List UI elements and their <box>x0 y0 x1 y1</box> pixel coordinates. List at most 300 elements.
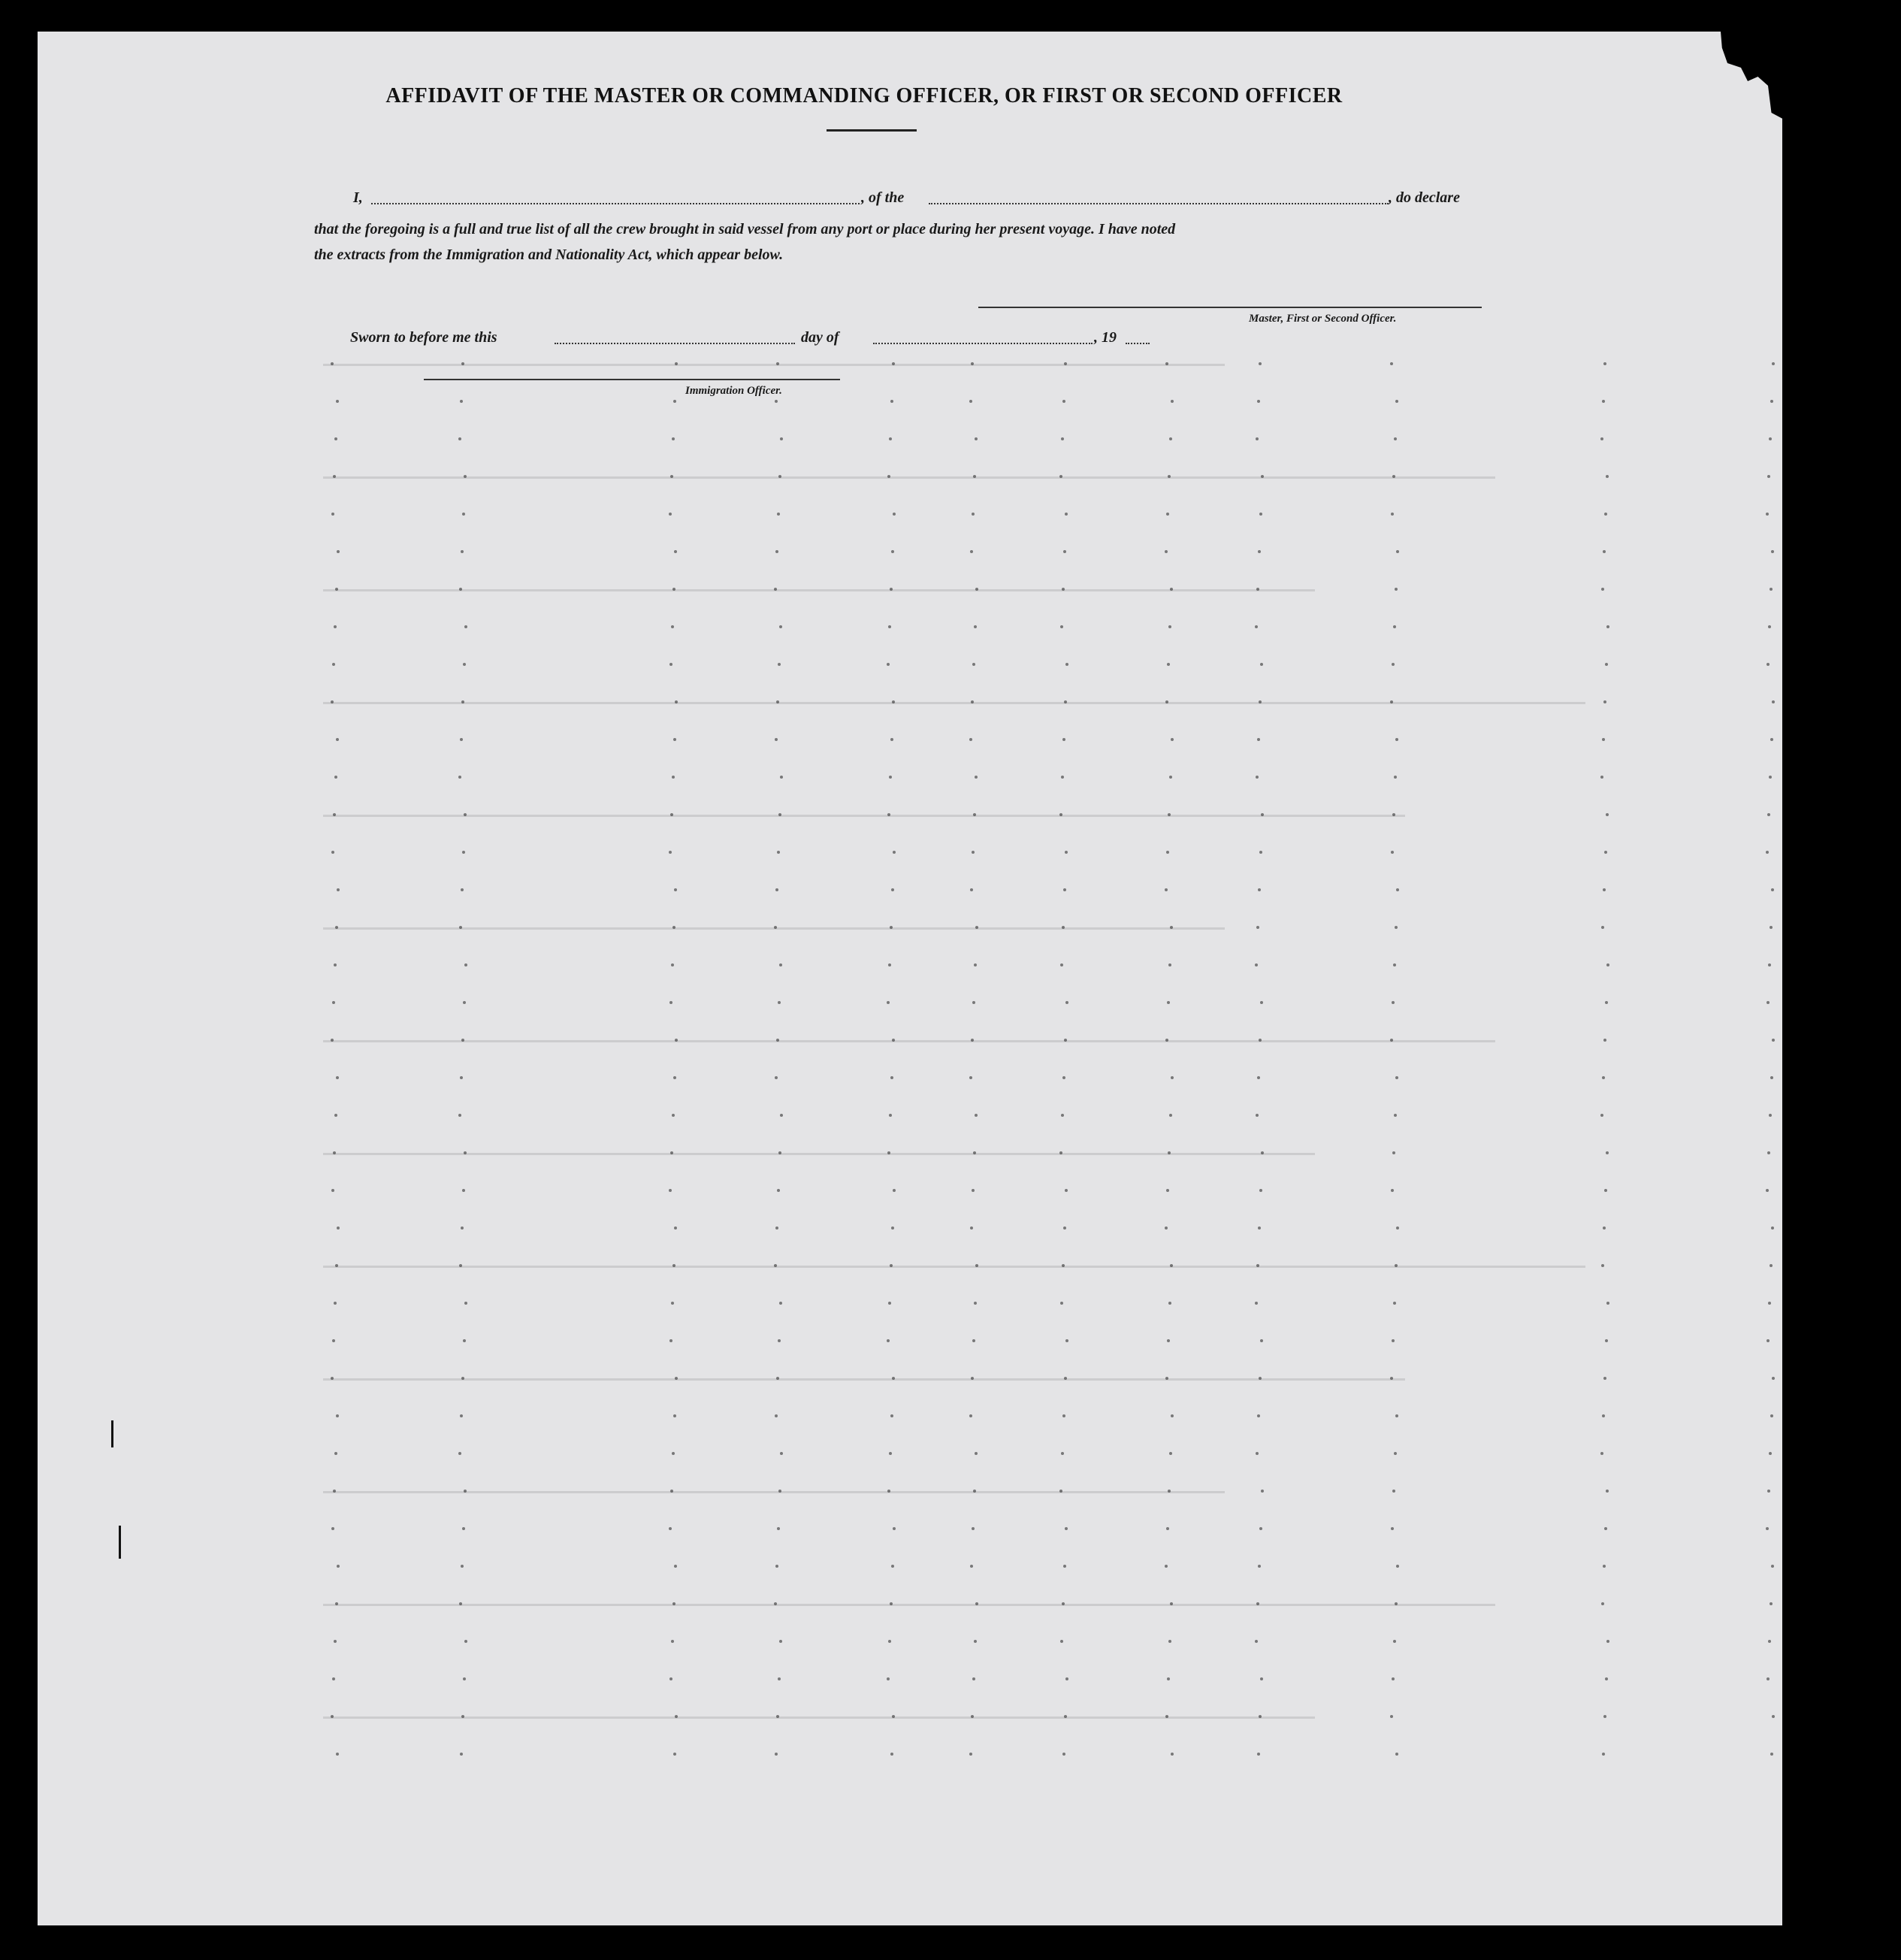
bleed-through-mark <box>780 1452 783 1455</box>
declaration-do-declare: , do declare <box>1389 189 1460 206</box>
bleed-through-mark <box>893 513 896 516</box>
bleed-through-mark <box>888 625 891 628</box>
bleed-through-mark <box>464 963 467 966</box>
bleed-through-mark <box>672 1114 675 1117</box>
bleed-through-mark <box>1258 550 1261 553</box>
bleed-through-mark <box>1396 888 1399 891</box>
bleed-through-mark <box>890 1753 893 1756</box>
bleed-through-mark <box>779 963 782 966</box>
bleed-through-mark <box>893 1189 896 1192</box>
margin-mark <box>111 1420 113 1447</box>
bleed-through-dash <box>323 1153 1315 1155</box>
bleed-through-mark <box>1770 588 1773 591</box>
bleed-through-mark <box>1767 1001 1770 1004</box>
bleed-through-mark <box>888 1640 891 1643</box>
bleed-through-mark <box>1258 1227 1261 1230</box>
margin-mark <box>119 1526 121 1559</box>
bleed-through-mark <box>1606 475 1609 478</box>
bleed-through-mark <box>1256 1452 1259 1455</box>
bleed-through-mark <box>1600 1114 1603 1117</box>
bleed-through-mark <box>671 1640 674 1643</box>
sworn-day-blank[interactable] <box>555 343 795 344</box>
bleed-through-mark <box>1393 1640 1396 1643</box>
bleed-through-mark <box>1603 550 1606 553</box>
bleed-through-mark <box>1257 738 1260 741</box>
bleed-through-mark <box>891 888 894 891</box>
bleed-through-mark <box>463 663 466 666</box>
bleed-through-mark <box>1394 437 1397 440</box>
bleed-through-mark <box>1167 1001 1170 1004</box>
bleed-through-mark <box>1167 1339 1170 1342</box>
bleed-through-mark <box>1605 1001 1608 1004</box>
bleed-through-mark <box>337 1227 340 1230</box>
bleed-through-mark <box>893 851 896 854</box>
bleed-through-mark <box>1168 963 1171 966</box>
bleed-through-mark <box>887 1677 890 1680</box>
bleed-through-mark <box>1061 1452 1064 1455</box>
bleed-through-mark <box>1606 1151 1609 1154</box>
bleed-through-mark <box>1395 588 1398 591</box>
bleed-through-mark <box>972 1527 975 1530</box>
bleed-through-mark <box>1602 400 1605 403</box>
bleed-through-mark <box>779 1302 782 1305</box>
bleed-through-mark <box>1603 1715 1606 1718</box>
name-blank[interactable] <box>371 203 860 204</box>
sworn-prefix: Sworn to before me this <box>350 329 497 346</box>
bleed-through-mark <box>1065 663 1068 666</box>
bleed-through-mark <box>1603 1565 1606 1568</box>
bleed-through-mark <box>672 437 675 440</box>
bleed-through-mark <box>331 513 334 516</box>
bleed-through-mark <box>1062 1753 1065 1756</box>
sworn-year-blank[interactable] <box>1126 343 1150 344</box>
bleed-through-mark <box>1062 738 1065 741</box>
bleed-through-mark <box>1606 625 1609 628</box>
bleed-through-dash <box>323 1491 1225 1493</box>
bleed-through-mark <box>1767 1490 1770 1493</box>
bleed-through-mark <box>1257 1076 1260 1079</box>
bleed-through-mark <box>974 625 977 628</box>
bleed-through-mark <box>889 776 892 779</box>
bleed-through-mark <box>669 1001 672 1004</box>
bleed-through-mark <box>1606 963 1609 966</box>
bleed-through-mark <box>1065 851 1068 854</box>
bleed-through-mark <box>673 1414 676 1417</box>
bleed-through-mark <box>1065 1527 1068 1530</box>
bleed-through-mark <box>460 1753 463 1756</box>
bleed-through-mark <box>461 1565 464 1568</box>
bleed-through-mark <box>1604 1189 1607 1192</box>
bleed-through-mark <box>463 1339 466 1342</box>
bleed-through-mark <box>1603 700 1606 703</box>
bleed-through-mark <box>969 1076 972 1079</box>
bleed-through-mark <box>775 738 778 741</box>
bleed-through-mark <box>1604 1527 1607 1530</box>
bleed-through-mark <box>671 963 674 966</box>
bleed-through-mark <box>1606 1490 1609 1493</box>
bleed-through-mark <box>463 1677 466 1680</box>
bleed-through-mark <box>1606 813 1609 816</box>
bleed-through-mark <box>462 1527 465 1530</box>
bleed-through-dash <box>323 1378 1405 1381</box>
bleed-through-mark <box>1061 1114 1064 1117</box>
bleed-through-mark <box>1168 1302 1171 1305</box>
bleed-through-mark <box>1259 513 1262 516</box>
bleed-through-mark <box>887 1339 890 1342</box>
bleed-through-mark <box>464 1302 467 1305</box>
bleed-through-mark <box>669 851 672 854</box>
bleed-through-mark <box>1165 888 1168 891</box>
bleed-through-mark <box>893 1527 896 1530</box>
bleed-through-mark <box>462 851 465 854</box>
bleed-through-mark <box>1165 1227 1168 1230</box>
sworn-day-of: day of <box>801 329 839 346</box>
immigration-officer-caption: Immigration Officer. <box>685 385 782 397</box>
bleed-through-dash <box>323 589 1315 591</box>
bleed-through-mark <box>1392 1490 1395 1493</box>
bleed-through-mark <box>672 776 675 779</box>
bleed-through-mark <box>461 550 464 553</box>
bleed-through-mark <box>337 550 340 553</box>
bleed-through-mark <box>775 1565 778 1568</box>
bleed-through-mark <box>970 1565 973 1568</box>
bleed-through-mark <box>460 1414 463 1417</box>
bleed-through-dash <box>323 1040 1495 1042</box>
bleed-through-mark <box>775 1076 778 1079</box>
bleed-through-mark <box>974 1302 977 1305</box>
bleed-through-mark <box>1772 700 1775 703</box>
bleed-through-mark <box>1065 1677 1068 1680</box>
bleed-through-mark <box>1600 776 1603 779</box>
bleed-through-dash <box>323 702 1585 704</box>
bleed-through-mark <box>331 1189 334 1192</box>
bleed-through-mark <box>1063 1227 1066 1230</box>
bleed-through-mark <box>334 1302 337 1305</box>
bleed-through-mark <box>1766 851 1769 854</box>
bleed-through-mark <box>1396 1565 1399 1568</box>
bleed-through-mark <box>969 738 972 741</box>
bleed-through-mark <box>1766 1189 1769 1192</box>
bleed-through-mark <box>780 1114 783 1117</box>
bleed-through-mark <box>674 1565 677 1568</box>
declaration-of-the: , of the <box>861 189 905 206</box>
bleed-through-mark <box>1391 1527 1394 1530</box>
bleed-through-mark <box>1260 1339 1263 1342</box>
bleed-through-mark <box>778 1001 781 1004</box>
bleed-through-dash <box>323 1266 1585 1268</box>
bleed-through-mark <box>1261 1490 1264 1493</box>
bleed-through-mark <box>1063 888 1066 891</box>
bleed-through-mark <box>1259 1527 1262 1530</box>
bleed-through-mark <box>777 851 780 854</box>
bleed-through-mark <box>775 400 778 403</box>
bleed-through-mark <box>891 1227 894 1230</box>
bleed-through-mark <box>669 1677 672 1680</box>
bleed-through-mark <box>1061 437 1064 440</box>
bleed-through-mark <box>777 1527 780 1530</box>
bleed-through-mark <box>1393 1302 1396 1305</box>
bleed-through-mark <box>331 851 334 854</box>
bleed-through-mark <box>890 400 893 403</box>
bleed-through-mark <box>669 513 672 516</box>
bleed-through-mark <box>777 513 780 516</box>
bleed-through-mark <box>1602 738 1605 741</box>
bleed-through-mark <box>1396 1227 1399 1230</box>
bleed-through-mark <box>1394 1452 1397 1455</box>
bleed-through-mark <box>1603 888 1606 891</box>
bleed-through-mark <box>775 1227 778 1230</box>
bleed-through-mark <box>1395 1414 1398 1417</box>
bleed-through-mark <box>972 1001 975 1004</box>
bleed-through-mark <box>1603 1377 1606 1380</box>
bleed-through-mark <box>775 888 778 891</box>
bleed-through-mark <box>1166 1527 1169 1530</box>
bleed-through-mark <box>1255 963 1258 966</box>
bleed-through-mark <box>334 625 337 628</box>
affidavit-title: AFFIDAVIT OF THE MASTER OR COMMANDING OFFICER, OR FIRST OR SECOND OFFICER <box>385 84 1343 107</box>
bleed-through-mark <box>1769 776 1772 779</box>
bleed-through-mark <box>1395 926 1398 929</box>
bleed-through-mark <box>1396 550 1399 553</box>
bleed-through-mark <box>1768 963 1771 966</box>
bleed-through-mark <box>1391 851 1394 854</box>
bleed-through-mark <box>888 1302 891 1305</box>
bleed-through-mark <box>1060 625 1063 628</box>
bleed-through-mark <box>1255 1302 1258 1305</box>
bleed-through-mark <box>1393 963 1396 966</box>
bleed-through-mark <box>1065 1189 1068 1192</box>
bleed-through-mark <box>1769 1114 1772 1117</box>
bleed-through-mark <box>1171 400 1174 403</box>
bleed-through-mark <box>1767 1677 1770 1680</box>
bleed-through-mark <box>1766 513 1769 516</box>
bleed-through-mark <box>669 1527 672 1530</box>
bleed-through-mark <box>669 1339 672 1342</box>
bleed-through-mark <box>1257 1414 1260 1417</box>
bleed-through-mark <box>780 437 783 440</box>
bleed-through-mark <box>334 1640 337 1643</box>
bleed-through-mark <box>779 1640 782 1643</box>
bleed-through-mark <box>1772 362 1775 365</box>
bleed-through-mark <box>1604 513 1607 516</box>
bleed-through-dash <box>323 927 1225 930</box>
bleed-through-mark <box>779 625 782 628</box>
bleed-through-mark <box>1259 1189 1262 1192</box>
bleed-through-mark <box>461 888 464 891</box>
bleed-through-mark <box>669 663 672 666</box>
bleed-through-mark <box>1392 1151 1395 1154</box>
bleed-through-mark <box>1060 963 1063 966</box>
bleed-through-mark <box>972 513 975 516</box>
bleed-through-mark <box>1395 1076 1398 1079</box>
bleed-through-mark <box>969 1753 972 1756</box>
bleed-through-mark <box>1770 1414 1773 1417</box>
bleed-through-mark <box>1771 888 1774 891</box>
bleed-through-mark <box>1605 1339 1608 1342</box>
bleed-through-dash <box>323 815 1405 817</box>
bleed-through-mark <box>1392 1677 1395 1680</box>
sworn-month-blank[interactable] <box>873 343 1093 344</box>
bleed-through-mark <box>890 1076 893 1079</box>
bleed-through-mark <box>1391 1189 1394 1192</box>
bleed-through-mark <box>673 400 676 403</box>
bleed-through-mark <box>1065 1339 1068 1342</box>
bleed-through-mark <box>777 1189 780 1192</box>
title-underline <box>827 129 917 132</box>
bleed-through-mark <box>673 1753 676 1756</box>
vessel-blank[interactable] <box>929 203 1389 204</box>
bleed-through-mark <box>669 1189 672 1192</box>
bleed-through-mark <box>890 738 893 741</box>
bleed-through-mark <box>1166 513 1169 516</box>
bleed-through-mark <box>891 1565 894 1568</box>
bleed-through-mark <box>1392 663 1395 666</box>
bleed-through-mark <box>462 513 465 516</box>
bleed-through-mark <box>1166 851 1169 854</box>
bleed-through-mark <box>1259 851 1262 854</box>
bleed-through-mark <box>975 776 978 779</box>
bleed-through-mark <box>1260 663 1263 666</box>
bleed-through-mark <box>334 1452 337 1455</box>
bleed-through-mark <box>1165 550 1168 553</box>
bleed-through-mark <box>1260 1677 1263 1680</box>
bleed-through-mark <box>1171 1753 1174 1756</box>
bleed-through-mark <box>1258 1565 1261 1568</box>
bleed-through-mark <box>1600 437 1603 440</box>
bleed-through-mark <box>970 550 973 553</box>
bleed-through-mark <box>1060 1302 1063 1305</box>
bleed-through-mark <box>975 1114 978 1117</box>
bleed-through-dash <box>323 1604 1495 1606</box>
punch-hole <box>1791 1156 1821 1186</box>
bleed-through-mark <box>1394 1114 1397 1117</box>
bleed-through-mark <box>458 1114 461 1117</box>
bleed-through-mark <box>775 1414 778 1417</box>
bleed-through-mark <box>1260 1001 1263 1004</box>
bleed-through-mark <box>889 1452 892 1455</box>
bleed-through-mark <box>1771 550 1774 553</box>
bleed-through-mark <box>1770 1076 1773 1079</box>
bleed-through-mark <box>336 738 339 741</box>
bleed-through-mark <box>1767 663 1770 666</box>
bleed-through-mark <box>458 437 461 440</box>
bleed-through-mark <box>1602 1414 1605 1417</box>
master-signature-line[interactable] <box>978 307 1482 308</box>
bleed-through-mark <box>1060 1640 1063 1643</box>
punch-hole <box>1791 1712 1821 1742</box>
bleed-through-mark <box>1168 625 1171 628</box>
sworn-year-prefix: , 19 <box>1094 329 1117 346</box>
bleed-through-mark <box>1601 926 1604 929</box>
bleed-through-mark <box>336 1753 339 1756</box>
bleed-through-mark <box>1393 625 1396 628</box>
bleed-through-mark <box>673 738 676 741</box>
bleed-through-mark <box>334 963 337 966</box>
bleed-through-mark <box>1392 1001 1395 1004</box>
bleed-through-mark <box>1603 1039 1606 1042</box>
bleed-through-mark <box>780 776 783 779</box>
bleed-through-mark <box>1395 1753 1398 1756</box>
bleed-through-mark <box>1602 1076 1605 1079</box>
bleed-through-mark <box>1259 362 1262 365</box>
bleed-through-mark <box>1767 475 1770 478</box>
bleed-through-mark <box>1766 1527 1769 1530</box>
bleed-through-mark <box>1601 1264 1604 1267</box>
bleed-through-dash <box>323 364 1225 366</box>
bleed-through-mark <box>1391 513 1394 516</box>
bleed-through-mark <box>1165 1565 1168 1568</box>
bleed-through-mark <box>1169 1114 1172 1117</box>
bleed-through-mark <box>1770 1264 1773 1267</box>
bleed-through-mark <box>972 851 975 854</box>
bleed-through-mark <box>969 1414 972 1417</box>
bleed-through-dash <box>323 1717 1315 1719</box>
bleed-through-mark <box>972 1339 975 1342</box>
bleed-through-mark <box>889 1114 892 1117</box>
bleed-through-mark <box>334 437 337 440</box>
bleed-through-mark <box>460 400 463 403</box>
bleed-through-dash <box>323 476 1495 479</box>
bleed-through-mark <box>1065 1001 1068 1004</box>
bleed-through-mark <box>887 1001 890 1004</box>
immigration-officer-signature-line[interactable] <box>424 379 840 380</box>
bleed-through-mark <box>888 963 891 966</box>
document-page <box>38 32 1782 1925</box>
bleed-through-mark <box>1771 1227 1774 1230</box>
bleed-through-mark <box>1600 1452 1603 1455</box>
bleed-through-mark <box>1602 1753 1605 1756</box>
bleed-through-mark <box>972 1189 975 1192</box>
bleed-through-mark <box>1169 1452 1172 1455</box>
bleed-through-mark <box>672 1452 675 1455</box>
bleed-through-mark <box>1062 1414 1065 1417</box>
bleed-through-mark <box>337 1565 340 1568</box>
bleed-through-mark <box>332 1677 335 1680</box>
bleed-through-mark <box>336 400 339 403</box>
bleed-through-mark <box>970 888 973 891</box>
bleed-through-mark <box>778 663 781 666</box>
bleed-through-mark <box>889 437 892 440</box>
bleed-through-mark <box>1770 926 1773 929</box>
bleed-through-mark <box>1395 400 1398 403</box>
bleed-through-mark <box>1605 1677 1608 1680</box>
bleed-through-mark <box>970 1227 973 1230</box>
bleed-through-mark <box>673 1076 676 1079</box>
bleed-through-mark <box>1255 625 1258 628</box>
bleed-through-mark <box>334 1114 337 1117</box>
bleed-through-mark <box>332 1339 335 1342</box>
bleed-through-mark <box>1256 776 1259 779</box>
bleed-through-mark <box>1255 1640 1258 1643</box>
bleed-through-mark <box>1769 437 1772 440</box>
bleed-through-mark <box>974 963 977 966</box>
bleed-through-mark <box>674 888 677 891</box>
declaration-prefix: I, <box>353 189 363 206</box>
bleed-through-mark <box>1392 1339 1395 1342</box>
bleed-through-mark <box>1065 513 1068 516</box>
bleed-through-mark <box>1606 1640 1609 1643</box>
bleed-through-mark <box>1061 776 1064 779</box>
bleed-through-mark <box>1603 1227 1606 1230</box>
bleed-through-mark <box>1395 738 1398 741</box>
bleed-through-mark <box>1257 1753 1260 1756</box>
bleed-through-mark <box>462 1189 465 1192</box>
bleed-through-mark <box>975 1452 978 1455</box>
bleed-through-mark <box>1167 1677 1170 1680</box>
bleed-through-mark <box>778 1339 781 1342</box>
bleed-through-mark <box>1256 437 1259 440</box>
bleed-through-mark <box>336 1414 339 1417</box>
